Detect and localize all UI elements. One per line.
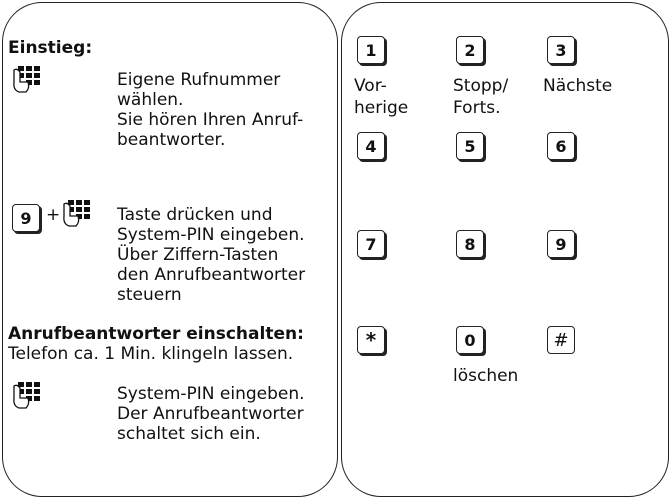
key-2: 2: [456, 36, 484, 64]
enable-line-3: schaltet sich ein.: [117, 424, 261, 444]
key-3-caption-1: Nächste: [543, 76, 613, 96]
key-1: 1: [357, 36, 385, 64]
pin-line-3: Über Ziffern-Tasten: [117, 245, 279, 265]
enable-title: Anrufbeantworter einschalten:: [8, 324, 304, 344]
key-0: 0: [456, 326, 484, 354]
enable-line-2: Der Anrufbeantworter: [117, 404, 304, 424]
pin-line-1: Taste drücken und: [117, 205, 273, 225]
keypad-hand-icon: [10, 380, 42, 410]
key-star: *: [357, 326, 385, 354]
pin-line-5: steuern: [117, 285, 182, 305]
entry-title: Einstieg:: [8, 38, 93, 58]
keypad-hand-icon: [10, 64, 42, 94]
key-9: 9: [547, 230, 575, 258]
entry-line-3: Sie hören Ihren Anruf-: [117, 110, 304, 130]
key-6: 6: [547, 132, 575, 160]
pin-line-4: den Anrufbeantworter: [117, 265, 306, 285]
plus-sign: +: [46, 205, 61, 225]
key-3: 3: [547, 36, 575, 64]
key-2-caption-1: Stopp/: [453, 76, 509, 96]
key-1-caption-1: Vor-: [354, 76, 387, 96]
key-0-caption-1: löschen: [453, 366, 519, 386]
enable-text: Telefon ca. 1 Min. klingeln lassen.: [8, 344, 294, 364]
key-8: 8: [456, 230, 484, 258]
pin-line-2: System-PIN eingeben.: [117, 225, 305, 245]
key-4: 4: [357, 132, 385, 160]
keypad-hand-icon: [60, 198, 92, 228]
entry-line-4: beantworter.: [117, 130, 226, 150]
key-1-caption-2: herige: [354, 98, 409, 118]
key-2-caption-2: Forts.: [453, 98, 501, 118]
key-5: 5: [456, 132, 484, 160]
entry-line-2: wählen.: [117, 90, 184, 110]
enable-line-1: System-PIN eingeben.: [117, 384, 305, 404]
key-9-small: 9: [12, 204, 40, 232]
key-7: 7: [357, 230, 385, 258]
key-hash: #: [547, 326, 575, 354]
entry-line-1: Eigene Rufnummer: [117, 70, 281, 90]
